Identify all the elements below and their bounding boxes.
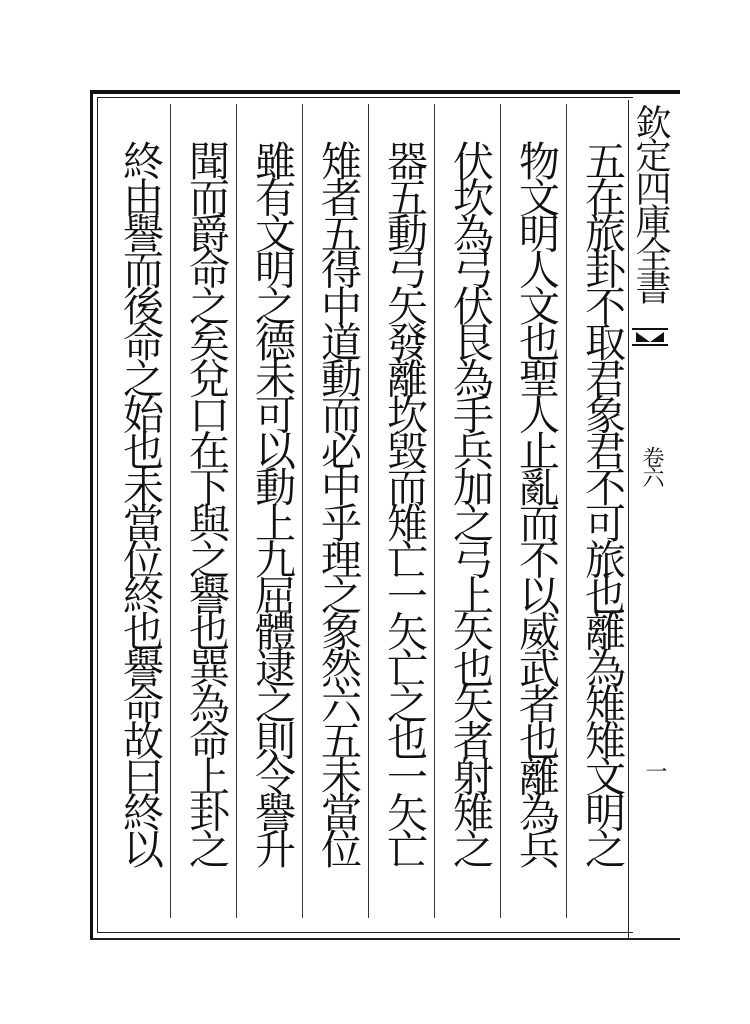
text-column-7: 聞而爵命之矣兌口在下與之譽也巽為命上卦之 bbox=[182, 140, 230, 865]
text-column-3: 伏坎為弓伏艮為手兵加之弓上矢也矢者射雉之 bbox=[446, 140, 494, 865]
text-column-2: 物文明人文也聖人止亂而不以威武者也離為兵 bbox=[512, 140, 560, 865]
text-column-1: 五在旅卦不取君象君不可旅也離為雉雉文明之 bbox=[578, 140, 626, 865]
column-rule bbox=[236, 104, 237, 918]
text-column-4: 器五動弓矢發離坎毀而雉亡一矢亡之也一矢亡 bbox=[380, 140, 428, 865]
text-column-6: 雖有文明之德未可以動上九屈體逮之則令譽升 bbox=[248, 140, 296, 865]
column-rule bbox=[566, 104, 567, 918]
book-title: 欽定四庫全書 bbox=[630, 104, 671, 302]
column-rule bbox=[368, 104, 369, 918]
column-rule bbox=[434, 104, 435, 918]
column-rule bbox=[302, 104, 303, 918]
page-number: 一 bbox=[642, 760, 667, 782]
text-column-8: 終由譽而後命之始也未當位終也譽命故曰終以 bbox=[116, 140, 164, 865]
column-rule bbox=[500, 104, 501, 918]
volume-label: 卷六 bbox=[639, 446, 664, 486]
column-rule bbox=[170, 104, 171, 918]
text-column-5: 雉者五得中道動而必中乎理之象然六五未當位 bbox=[314, 140, 362, 865]
